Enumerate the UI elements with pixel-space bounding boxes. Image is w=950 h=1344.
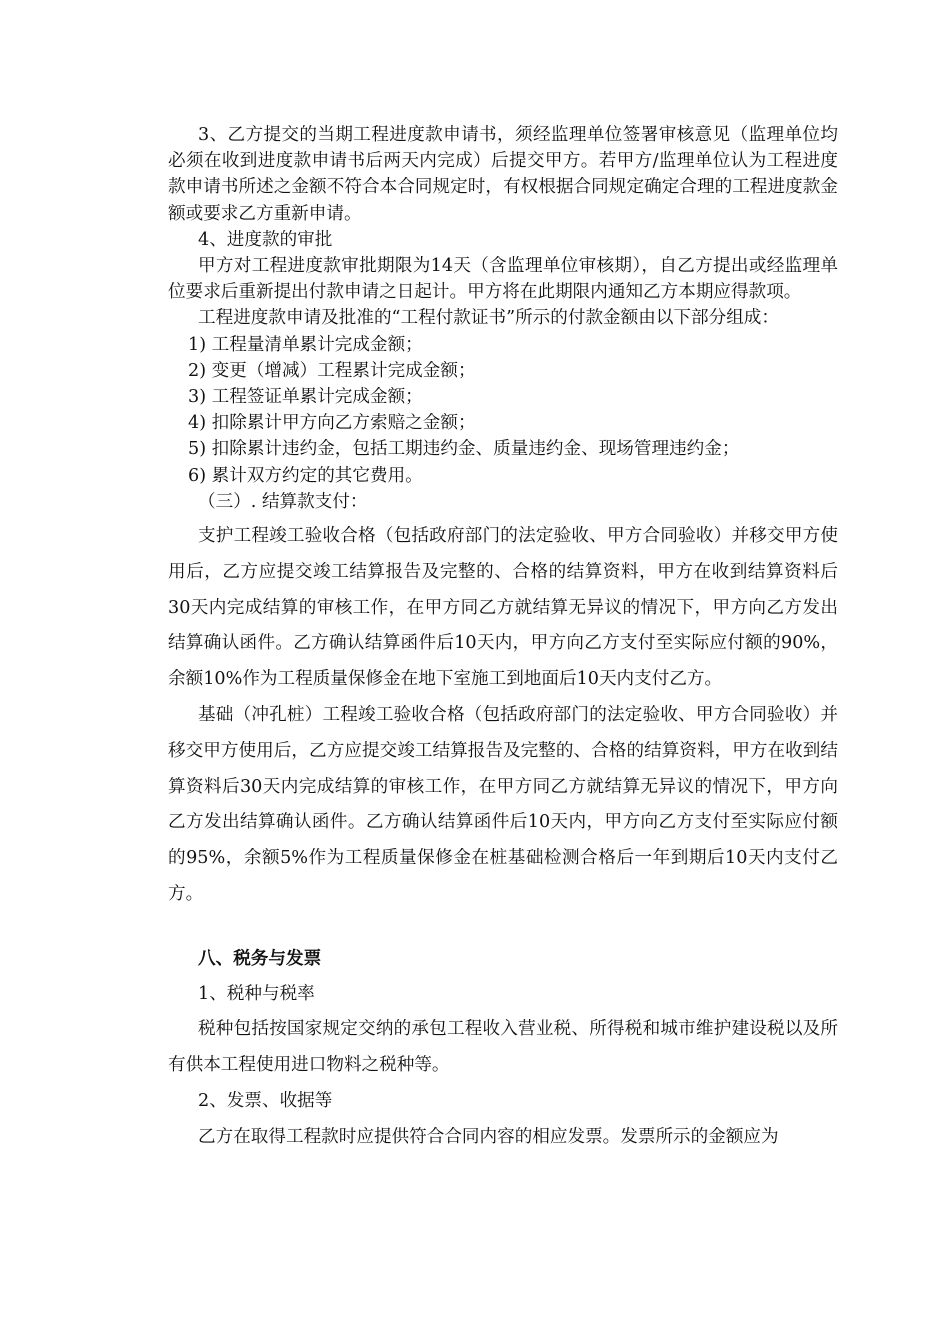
heading-tax-1: 1、税种与税率 bbox=[198, 983, 315, 1004]
list-item: 3) 工程签证单累计完成金额； bbox=[188, 387, 423, 408]
list-item: 2) 变更（增减）工程累计完成金额； bbox=[188, 360, 476, 381]
paragraph-tax-types: 税种包括按国家规定交纳的承包工程收入营业税、所得税和城市维护建设税以及所有供本工程使用进口物料之税种等。 bbox=[168, 1019, 838, 1076]
settlement-block bbox=[168, 519, 838, 1156]
list-item: 6) 累计双方约定的其它费用。 bbox=[188, 465, 423, 486]
progress-payment-block bbox=[168, 122, 838, 515]
paragraph-approval-period: 甲方对工程进度款审批期限为14天（含监理单位审核期），自乙方提出或经监理单位要求后重新提出付款申请之日起计。甲方将在此期限内通知乙方本期应得款项。 bbox=[168, 256, 838, 303]
heading-tax-2: 2、发票、收据等 bbox=[198, 1091, 333, 1111]
paragraph-invoice: 乙方在取得工程款时应提供符合合同内容的相应发票。发票所示的金额应为 bbox=[198, 1126, 779, 1147]
paragraph-settlement-support: 支护工程竣工验收合格（包括政府部门的法定验收、甲方合同验收）并移交甲方使用后，乙方应提交竣工结算报告及完整的、合格的结算资料，甲方在收到结算资料后30天内完成结算的审核工作，在甲方同乙方就结算无异议的情况下，甲方向乙方发出结算确认函件。乙方确认结算函件后10天内，甲方向乙方支付至实际应付额的90%，余额10%作为工程质量保修金在地下室施工到地面后10天内支付乙方。 bbox=[168, 526, 838, 690]
paragraph-payment-composition: 工程进度款申请及批准的“工程付款证书”所示的付款金额由以下部分组成： bbox=[198, 308, 779, 329]
list-item: 1) 工程量清单累计完成金额； bbox=[188, 334, 423, 355]
section-8-title: 八、税务与发票 bbox=[198, 947, 322, 969]
paragraph-progress-3: 3、乙方提交的当期工程进度款申请书，须经监理单位签署审核意见（监理单位均必须在收到进度款申请书后两天内完成）后提交甲方。若甲方/监理单位认为工程进度款申请书所述之金额不符合本合同规定时，有权根据合同规定确定合理的工程进度款金额或要求乙方重新申请。 bbox=[168, 125, 838, 224]
heading-progress-4: 4、进度款的审批 bbox=[198, 229, 333, 250]
document-body bbox=[168, 122, 838, 1156]
list-item: 4) 扣除累计甲方向乙方索赔之金额； bbox=[188, 413, 476, 434]
paragraph-settlement-foundation: 基础（冲孔桩）工程竣工验收合格（包括政府部门的法定验收、甲方合同验收）并移交甲方使用后，乙方应提交竣工结算报告及完整的、合格的结算资料，甲方在收到结算资料后30天内完成结算的审核工作，在甲方同乙方就结算无异议的情况下，甲方向乙方发出结算确认函件。乙方确认结算函件后10天内，甲方向乙方支付至实际应付额的95%，余额5%作为工程质量保修金在桩基础检测合格后一年到期后10天内支付乙方。 bbox=[168, 705, 838, 905]
list-item: 5) 扣除累计违约金，包括工期违约金、质量违约金、现场管理违约金； bbox=[188, 439, 740, 460]
heading-settlement: （三）. 结算款支付： bbox=[198, 491, 368, 512]
